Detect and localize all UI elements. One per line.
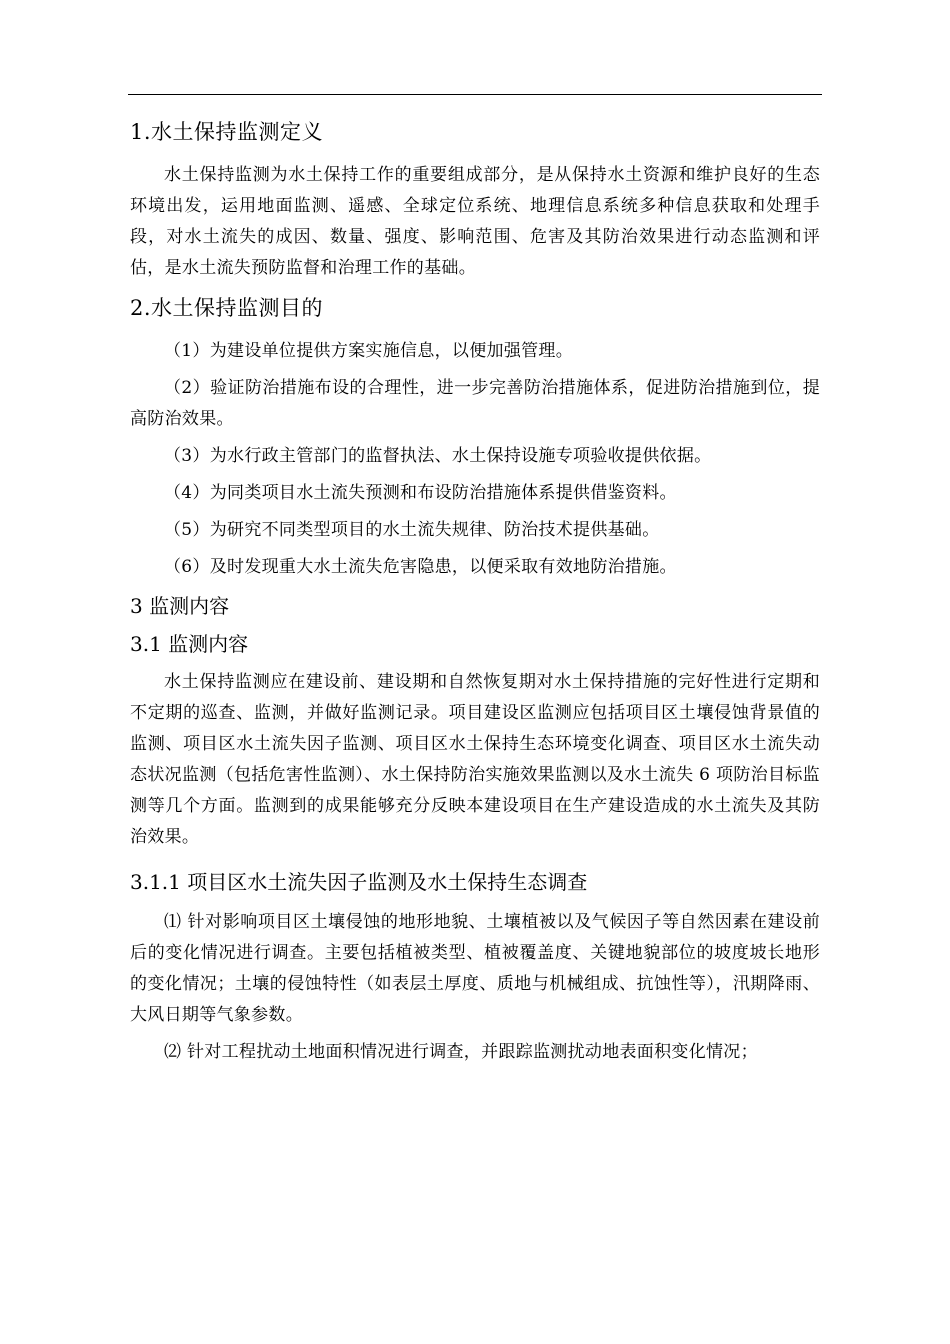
survey-item-2: ⑵ 针对工程扰动土地面积情况进行调查，并跟踪监测扰动地表面积变化情况；: [164, 1042, 758, 1062]
section-3-1-heading: 3.1 监测内容: [130, 632, 249, 656]
survey-item-1: ⑴ 针对影响项目区土壤侵蚀的地形地貌、土壤植被以及气候因子等自然因素在建设前后的变化情况进行调查。主要包括植被类型、植被覆盖度、关键地貌部位的坡度坡长地形的变化情况；土壤的侵蚀特性（如表层土厚度、质地与机械组成、抗蚀性等），汛期降雨、大风日期等气象参数。: [130, 912, 820, 1025]
purpose-item-4: （4）为同类项目水土流失预测和布设防治措施体系提供借鉴资料。: [164, 483, 677, 503]
purpose-item-6: （6）及时发现重大水土流失危害隐患，以便采取有效地防治措施。: [164, 557, 677, 577]
section-3-heading: 3 监测内容: [130, 594, 230, 618]
purpose-item-2: （2）验证防治措施布设的合理性，进一步完善防治措施体系，促进防治措施到位，提高防治效果。: [130, 378, 820, 429]
section-1-heading: 1.水土保持监测定义: [130, 120, 324, 144]
document-body: [130, 116, 820, 1074]
section-3-1-1-heading: 3.1.1 项目区水土流失因子监测及水土保持生态调查: [130, 870, 588, 894]
section-2-heading: 2.水土保持监测目的: [130, 296, 324, 320]
purpose-item-3: （3）为水行政主管部门的监督执法、水土保持设施专项验收提供依据。: [164, 446, 712, 466]
section-1-paragraph: 水土保持监测为水土保持工作的重要组成部分，是从保持水土资源和维护良好的生态环境出发，运用地面监测、遥感、全球定位系统、地理信息系统多种信息获取和处理手段，对水土流失的成因、数量、强度、影响范围、危害及其防治效果进行动态监测和评估，是水土流失预防监督和治理工作的基础。: [130, 165, 820, 278]
purpose-item-1: （1）为建设单位提供方案实施信息，以便加强管理。: [164, 341, 574, 361]
section-3-1-paragraph: 水土保持监测应在建设前、建设期和自然恢复期对水土保持措施的完好性进行定期和不定期的巡查、监测，并做好监测记录。项目建设区监测应包括项目区土壤侵蚀背景值的监测、项目区水土流失因子监测、项目区水土保持生态环境变化调查、项目区水土流失动态状况监测（包括危害性监测）、水土保持防治实施效果监测以及水土流失 6 项防治目标监测等几个方面。监测到的成果能够充分反映本建设项目在生产建设造成的水土流失及其防治效果。: [130, 672, 820, 847]
purpose-item-5: （5）为研究不同类型项目的水土流失规律、防治技术提供基础。: [164, 520, 660, 540]
header-rule: [128, 94, 822, 95]
